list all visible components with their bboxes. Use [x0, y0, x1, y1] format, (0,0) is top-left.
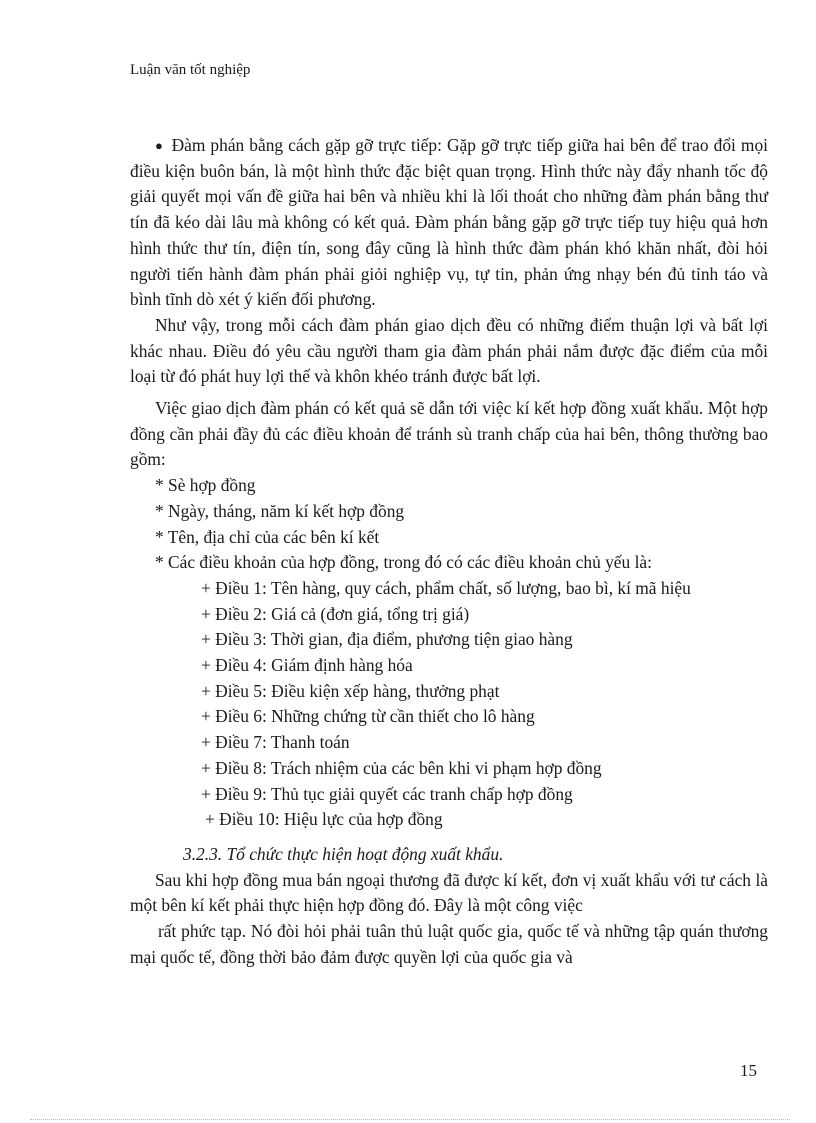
contract-term: + Điều 6: Những chứng từ cần thiết cho lô hàng [201, 706, 535, 727]
contract-term: + Điều 3: Thời gian, địa điểm, phương tiện giao hàng [201, 629, 573, 650]
bullet-paragraph-text: Đàm phán bằng cách gặp gỡ trực tiếp: Gặp gỡ trực tiếp giữa hai bên để trao đổi mọi điều kiện buôn bán, là một hình thức đặc biệt quan trọng. Hình thức này đẩy nhanh tốc độ giải quyết mọi vấn đề giữa hai bên và nhiều khi là lối thoát cho những đàm phán bằng thư tín đã kéo dài lâu mà không có kết quả. Đàm phán bằng gặp gỡ trực tiếp tuy hiệu quả hơn hình thức thư tín, điện tín, song đây cũng là hình thức đàm phán khó khăn nhất, đòi hỏi người tiến hành đàm phán phải giỏi nghiệp vụ, tự tin, phản ứng nhạy bén đủ tỉnh táo và bình tĩnh dò xét ý kiến đối phương. [130, 135, 768, 310]
contract-term: + Điều 8: Trách nhiệm của các bên khi vi phạm hợp đồng [201, 757, 602, 778]
running-header: Luận văn tốt nghiệp [130, 62, 251, 78]
section-heading: 3.2.3. Tổ chức thực hiện hoạt động xuất khẩu. [183, 843, 504, 864]
contract-term: + Điều 5: Điều kiện xếp hàng, thưởng phạt [201, 680, 500, 701]
paragraph: rất phức tạp. Nó đòi hỏi phải tuân thủ luật quốc gia, quốc tế và những tập quán thương mại quốc tế, đồng thời bảo đảm được quyền lợi của quốc gia và [130, 921, 768, 967]
paragraph: Việc giao dịch đàm phán có kết quả sẽ dẫn tới việc kí kết hợp đồng xuất khẩu. Một hợp đồng cần phải đầy đủ các điều khoản để tránh sù tranh chấp của hai bên, thông thường bao gồm: [130, 398, 768, 470]
contract-term: + Điều 2: Giá cả (đơn giá, tổng trị giá) [201, 603, 470, 624]
contract-term: + Điều 10: Hiệu lực của hợp đồng [205, 809, 443, 830]
paragraph: Sau khi hợp đồng mua bán ngoại thương đã được kí kết, đơn vị xuất khẩu với tư cách là một bên kí kết phải thực hiện hợp đồng đó. Đây là một công việc [130, 869, 768, 916]
page-bottom-divider [30, 1119, 790, 1120]
contract-term: + Điều 9: Thủ tục giải quyết các tranh chấp hợp đồng [201, 783, 573, 804]
paragraph: Như vậy, trong mỗi cách đàm phán giao dịch đều có những điểm thuận lợi và bất lợi khác nhau. Điều đó yêu cầu người tham gia đàm phán phải nắm được đặc điểm của mỗi loại từ đó phát huy lợi thế và khôn khéo tránh được bất lợi. [130, 314, 768, 387]
document-body [130, 133, 768, 971]
bullet-paragraph [130, 133, 768, 313]
contract-term: + Điều 7: Thanh toán [201, 732, 350, 753]
page-number: 15 [740, 1061, 757, 1080]
contract-term: + Điều 4: Giám định hàng hóa [201, 655, 413, 676]
list-item: * Sè hợp đồng [155, 475, 256, 496]
contract-term: + Điều 1: Tên hàng, quy cách, phẩm chất, số lượng, bao bì, kí mã hiệu [201, 577, 691, 598]
bullet-icon: ● [155, 138, 164, 153]
list-item: * Các điều khoản của hợp đồng, trong đó có các điều khoản chủ yếu là: [155, 552, 652, 573]
list-item: * Tên, địa chỉ của các bên kí kết [155, 526, 380, 547]
list-item: * Ngày, tháng, năm kí kết hợp đồng [155, 500, 405, 521]
